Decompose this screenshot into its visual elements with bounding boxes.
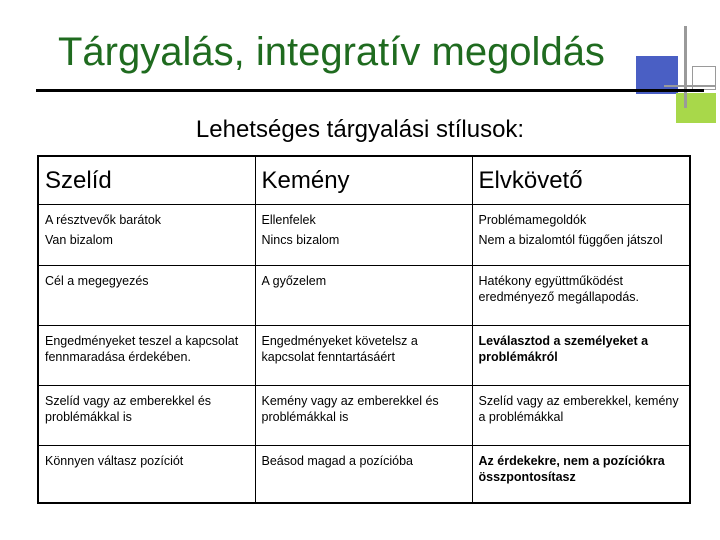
table-row bbox=[38, 325, 690, 385]
header-cell-principled: Elvkövető bbox=[472, 156, 690, 204]
cell-line: Van bizalom bbox=[45, 233, 113, 248]
table-cell: A győzelem bbox=[255, 265, 472, 325]
table-cell: Leválasztod a személyeket a problémákról bbox=[472, 325, 690, 385]
table-row bbox=[38, 204, 690, 265]
table-cell: Hatékony együttműködést eredményező megállapodás. bbox=[472, 265, 690, 325]
table-cell bbox=[255, 204, 472, 265]
table-cell: Szelíd vagy az emberekkel és problémákkal is bbox=[38, 385, 255, 445]
decorative-vertical-line bbox=[684, 26, 687, 108]
subtitle: Lehetséges tárgyalási stílusok: bbox=[195, 116, 525, 143]
table-cell: Beásod magad a pozícióba bbox=[255, 445, 472, 503]
table-cell: Engedményeket követelsz a kapcsolat fenntartásáért bbox=[255, 325, 472, 385]
negotiation-styles-table bbox=[37, 155, 691, 504]
table-row bbox=[38, 445, 690, 503]
table-cell: Engedményeket teszel a kapcsolat fennmaradása érdekében. bbox=[38, 325, 255, 385]
cell-line: Ellenfelek bbox=[261, 212, 316, 227]
table-cell: Az érdekekre, nem a pozíciókra összpontosítasz bbox=[472, 445, 690, 503]
cell-line: A résztvevők barátok bbox=[45, 212, 162, 227]
table-cell bbox=[38, 204, 255, 265]
header-cell-hard: Kemény bbox=[255, 156, 472, 204]
table-row bbox=[38, 385, 690, 445]
header-cell-gentle: Szelíd bbox=[38, 156, 255, 204]
cell-line: Problémamegoldók bbox=[478, 212, 587, 227]
table-row bbox=[38, 265, 690, 325]
table-cell: Cél a megegyezés bbox=[38, 265, 255, 325]
cell-line: Nem a bizalomtól függően játszol bbox=[478, 233, 663, 248]
table-cell: Szelíd vagy az emberekkel, kemény a problémákkal bbox=[472, 385, 690, 445]
table-cell: Könnyen váltasz pozíciót bbox=[38, 445, 255, 503]
table-header-row bbox=[38, 156, 690, 204]
title-divider bbox=[36, 89, 704, 92]
page-title: Tárgyalás, integratív megoldás bbox=[58, 30, 605, 74]
table-cell bbox=[472, 204, 690, 265]
decorative-horizontal-line bbox=[664, 85, 716, 87]
table-cell: Kemény vagy az emberekkel és problémákkal is bbox=[255, 385, 472, 445]
cell-line: Nincs bizalom bbox=[261, 233, 340, 248]
